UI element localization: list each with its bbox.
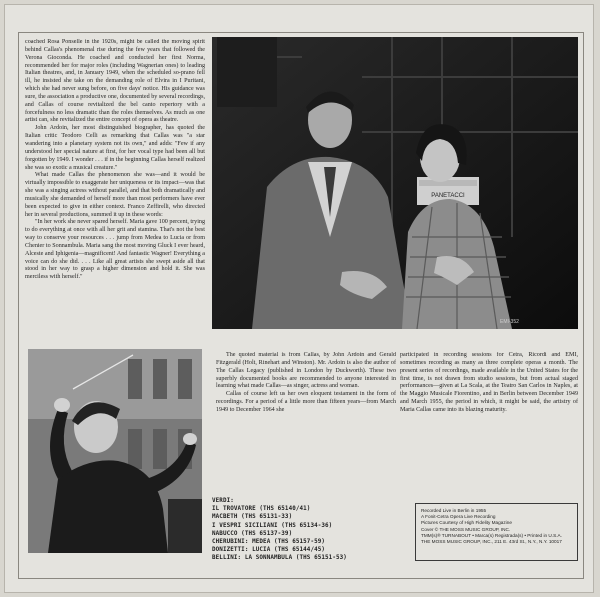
essay-paragraph: What made Callas the phenomenon she was—and it would be virtually impossible to exaggerate her uniqueness or its impact—was that she was a singing actress without parallel, and that both dramatically and musically she demanded of herself more than most performers have ever been expected to give in either context. Franco Zeffirelli, who directed her in several productions, summed it up in these words: [25,172,205,218]
essay-paragraph: coached Rosa Ponselle in the 1920s, might be called the moving spirit behind Callas's phenomenal rise during the few years that followed the Verona Gioconda. He coached and conducted her first Norma, recommended her for major roles (including Wagnerian ones) to leading Italian theatres, and, in January 1949, when the scheduled so-prano fell ill, he insisted she take on the demanding role of Elvira in I Puritani, which she had never sung before, on five days' notice. His guidance was sure, the association a productive one, documented by several recordings, and Callas of course revitalized the bel canto repertory with a forcefulness no less dramatic than the roles themselves. As much as one artist can, she revitalized the entire concept of opera as theatre. [25,39,205,124]
recording-item: BELLINI: LA SONNAMBULA (THS 65151-53) [212,555,347,562]
essay-paragraph: Callas of course left us her own eloquent testament in the form of recordings. For a period of a little more than fifteen years—from March 1949 to December 1964 she [216,391,396,413]
credit-line: A Fonit-Cetra Opera Live Recording [421,514,496,520]
essay-paragraph: participated in recording sessions for Cetra, Ricordi and EMI, sometimes recording as many as three complete operas a month. The present series of recordings, made available in the United States for the first time, is not drawn from studio sessions, but from actual staged performances—given at La Scala, at the Teatro San Carlos in Naples, at the Maggio Musicale Fiorentino, and in Berlin between December 1949 and March 1955, the period in which, it might be said, the artistry of Maria Callas came into its blazing maturity. [400,352,578,413]
credit-line: THE MOSS MUSIC GROUP, INC., 211 E. 43rd St., N.Y., N.Y. 10017 [421,539,562,545]
credit-line: TMM(s)® TURNABOUT • Marca(s) Registrada(s) • Printed in U.S.A. [421,532,562,538]
recording-item: CHERUBINI: MEDEA (THS 65157-59) [212,538,326,545]
essay-column-3 [400,352,578,492]
essay-paragraph: "In her work she never spared herself. Maria gave 100 percent, trying to do everything at once with all her grit and stamina. That's not the best way to conserve your resources . . . jump from Medea to Lucia or from Chenier to Sonnambula. Maria sang the most moving Gluck I ever heard, Alceste and Iphigenia—magnificent! And fantastic Wagner! Everything a voice can do she did. . . . Like all great artists she swept aside all that stood in her way to grasp a higher dimension and hold it. She was merciless with herself." [25,219,205,281]
essay-column-2 [216,352,396,492]
essay-paragraph: John Ardoin, her most distinguished biographer, has quoted the Italian critic Teodoro Celli as remarking that Callas was "a star wandering into a planetary system not its own," and adds: "Few if any understood her special nature at first, for her vocal type had been all but forgotten by 1949. I wonder . . . if in the beginning Callas herself realized she was so exotic a musical creature." [25,125,205,171]
credits-box [415,503,578,561]
photo-callas-illustration [212,37,578,329]
credit-line: Pictures Courtesy of High Fidelity Magazine [421,520,512,526]
photo-callas-with-companion [212,37,578,329]
photo-conductor-illustration [28,349,202,553]
recordings-list [212,497,412,561]
photo-conductor [28,349,202,553]
credit-line: Recorded Live in Berlin in 1955 [421,508,487,513]
credit-line: Cover © THE MOSS MUSIC GROUP, INC. [421,526,511,532]
recording-item: MACBETH (THS 65131-33) [212,514,293,521]
sign-text: PANETACCI [431,193,465,199]
photo-negative-tag: EMI-352 [500,319,519,325]
essay-column-1 [25,39,205,359]
recording-item: IL TROVATORE (THS 65140/41) [212,506,311,513]
recording-item: I VESPRI SICILIANI (THS 65134-36) [212,522,333,529]
recording-item: DONIZETTI: LUCIA (THS 65144/45) [212,547,326,554]
essay-paragraph: The quoted material is from Callas, by John Ardoin and Gerald Fitzgerald (Holt, Rinehart and Winston). Mr. Ardoin is also the author of The Callas Legacy (published in London by Duckworth). These two superbly documented books are recommended to anyone interested in learning what made Callas—as singer, actress and woman. [216,352,396,390]
recording-item: NABUCCO (THS 65137-39) [212,530,293,537]
composer-heading: VERDI: [212,498,234,504]
